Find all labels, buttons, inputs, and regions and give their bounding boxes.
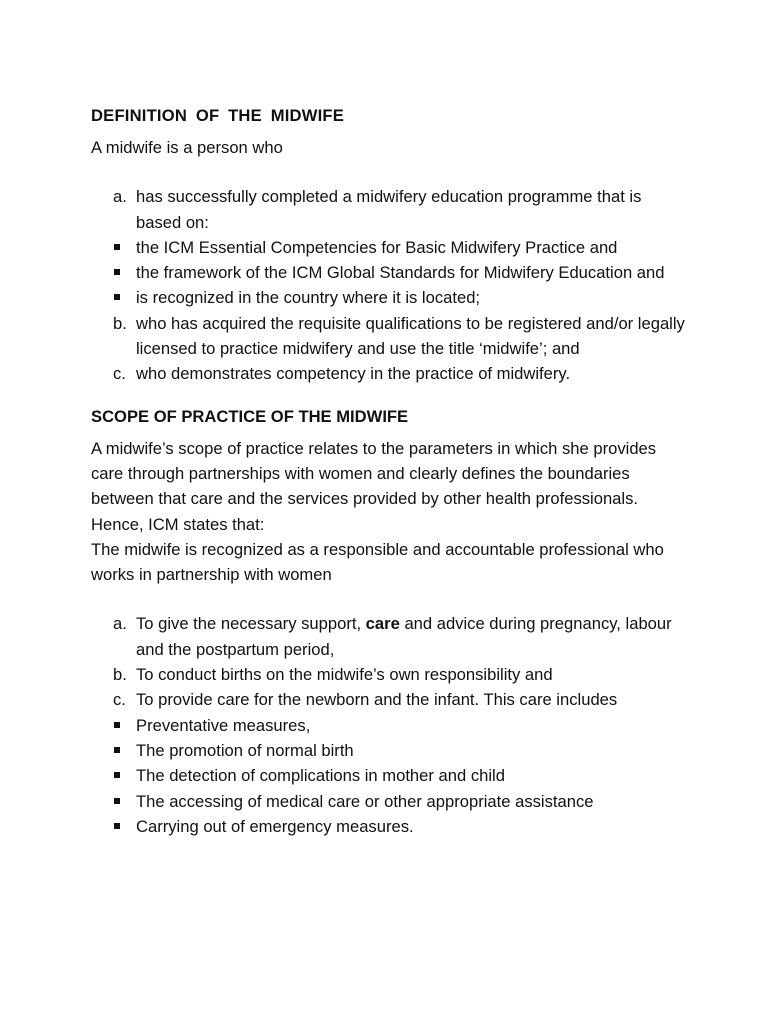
list-item-text: The promotion of normal birth: [136, 740, 354, 760]
list-item-text: Preventative measures,: [136, 715, 311, 735]
square-bullet-icon: [114, 244, 120, 250]
square-bullet-icon: [114, 747, 120, 753]
list-item-a: [91, 184, 691, 235]
list-item-c: [91, 687, 691, 712]
list-item-text: who demonstrates competency in the practice of midwifery.: [136, 364, 571, 384]
scope-heading: SCOPE OF PRACTICE OF THE MIDWIFE: [91, 406, 409, 426]
list-item-text: [136, 614, 672, 658]
list-item-text-end: and advice during pregnancy, labour and the postpartum period,: [136, 614, 672, 659]
list-item-text: The accessing of medical care or other appropriate assistance: [136, 791, 594, 811]
list-marker: c.: [113, 364, 126, 384]
bullet-item: [91, 260, 691, 285]
list-item-text: The detection of complications in mother and child: [136, 766, 505, 786]
list-marker: a.: [113, 614, 127, 634]
list-marker: a.: [113, 187, 127, 207]
spacer: [91, 128, 691, 135]
list-item-text: has successfully completed a midwifery education programme that is based on:: [136, 187, 642, 232]
spacer: [91, 160, 691, 184]
list-item-b: [91, 311, 691, 362]
spacer: [91, 587, 691, 611]
list-item-text: Carrying out of emergency measures.: [136, 816, 414, 836]
bullet-item: [91, 814, 691, 839]
spacer: [91, 387, 691, 404]
square-bullet-icon: [114, 722, 120, 728]
bullet-item: [91, 738, 691, 763]
definition-intro: A midwife is a person who: [91, 138, 283, 157]
list-item-text: is recognized in the country where it is located;: [136, 288, 481, 308]
list-marker: b.: [113, 665, 127, 685]
list-item-text: To conduct births on the midwife’s own responsibility and: [136, 665, 553, 685]
bullet-item: [91, 763, 691, 788]
list-item-text: the ICM Essential Competencies for Basic Midwifery Practice and: [136, 237, 618, 257]
list-item-b: [91, 662, 691, 687]
definition-list: [91, 184, 691, 386]
definition-heading: DEFINITION OF THE MIDWIFE: [91, 106, 344, 125]
bullet-item: [91, 713, 691, 738]
list-item-text: who has acquired the requisite qualifications to be registered and/or legally licensed to practice midwifery and use the title ‘midwife’; and: [136, 313, 685, 359]
list-item-c: [91, 361, 691, 386]
scope-list: [91, 611, 691, 839]
scope-paragraph: A midwife’s scope of practice relates to the parameters in which she provides care through partnerships with women and clearly defines the boundaries between that care and the services provided by other health professionals. Hence, ICM states that:: [91, 438, 657, 534]
list-item-text-start: To give the necessary support,: [136, 614, 366, 634]
list-marker: b.: [113, 313, 127, 333]
bullet-item: [91, 285, 691, 310]
list-item-text: the framework of the ICM Global Standards for Midwifery Education and: [136, 263, 665, 283]
bullet-item: [91, 235, 691, 260]
spacer: [91, 429, 691, 436]
document-page: [91, 103, 691, 839]
bullet-item: [91, 789, 691, 814]
square-bullet-icon: [114, 269, 120, 275]
list-marker: c.: [113, 690, 126, 710]
list-item-text: To provide care for the newborn and the infant. This care includes: [136, 690, 618, 710]
scope-statement: The midwife is recognized as a responsible and accountable professional who works in partnership with women: [91, 539, 664, 585]
list-item-a: [91, 611, 691, 662]
square-bullet-icon: [114, 294, 120, 300]
square-bullet-icon: [114, 772, 120, 778]
square-bullet-icon: [114, 798, 120, 804]
square-bullet-icon: [114, 823, 120, 829]
bold-word: care: [365, 614, 400, 634]
